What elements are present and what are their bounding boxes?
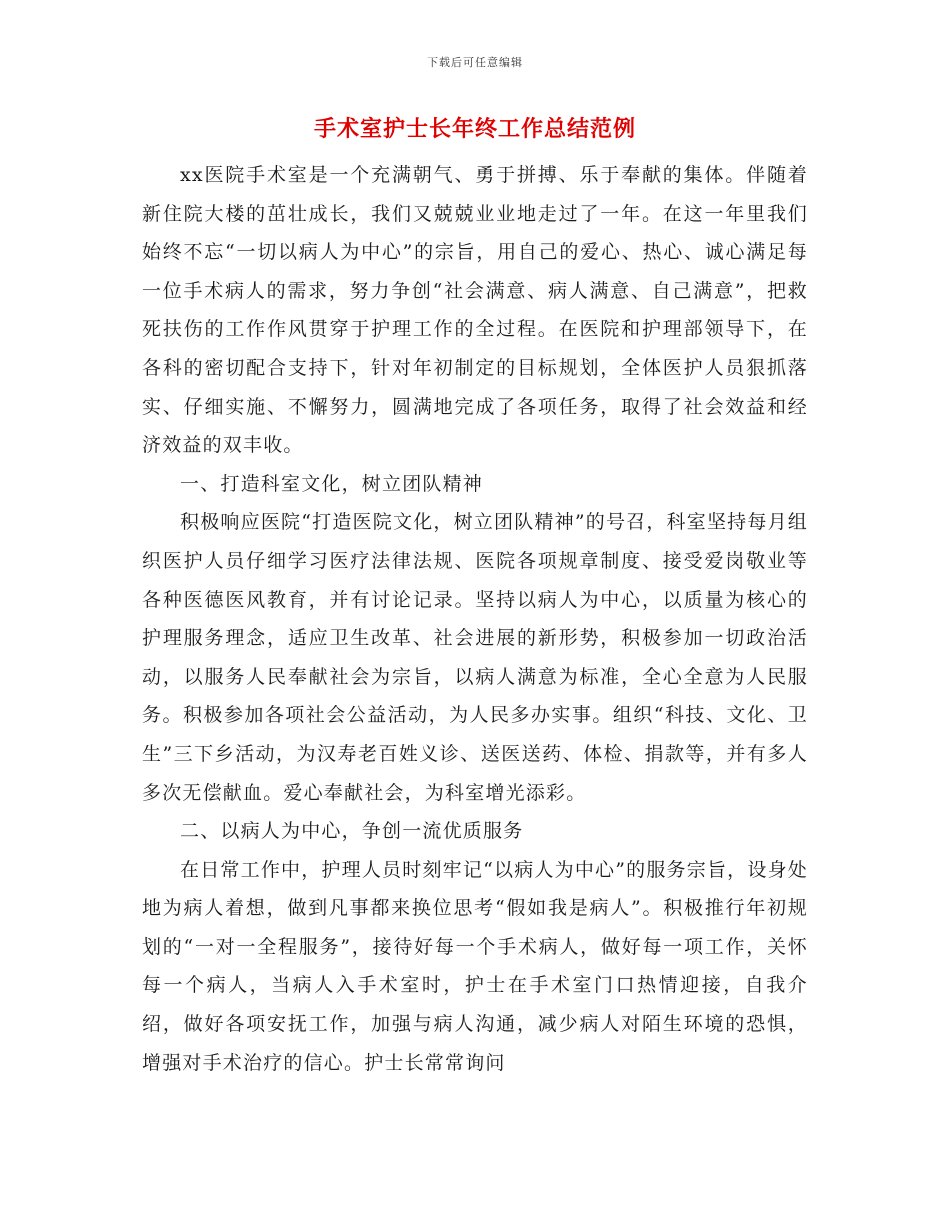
document-title: 手术室护士长年终工作总结范例 [313,117,636,142]
section-heading-1: 一、打造科室文化，树立团队精神 [180,472,484,495]
paragraph-intro: xx医院手术室是一个充满朝气、勇于拼搏、乐于奉献的集体。伴随着新住院大楼的茁壮成长，我们又兢兢业业地走过了一年。在这一年里我们始终不忘“一切以病人为中心”的宗旨，用自己的爱心、热心、诚心满足每一位手术病人的需求，努力争创“社会满意、病人满意、自己满意”，把救死扶伤的工作作风贯穿于护理工作的全过程。在医院和护理部领导下，在各科的密切配合支持下，针对年初制定的目标规划，全体医护人员狠抓落实、仔细实施、不懈努力，圆满地完成了各项任务，取得了社会效益和经济效益的双丰收。 [142,164,808,457]
document-body [142,156,808,1082]
page-header-note: 下载后可任意编辑 [427,56,523,69]
section-heading-2: 二、以病人为中心，争创一流优质服务 [180,820,524,843]
paragraph-section-2: 在日常工作中，护理人员时刻牢记“以病人为中心”的服务宗旨，设身处地为病人着想，做到凡事都来换位思考“假如我是病人”。积极推行年初规划的“一对一全程服务”，接待好每一个手术病人，做好每一项工作，关怀每一个病人，当病人入手术室时，护士在手术室门口热情迎接，自我介绍，做好各项安抚工作，加强与病人沟通，减少病人对陌生环境的恐惧，增强对手术治疗的信心。护士长常常询问 [142,858,808,1074]
paragraph-section-1: 积极响应医院“打造医院文化，树立团队精神”的号召，科室坚持每月组织医护人员仔细学习医疗法律法规、医院各项规章制度、接受爱岗敬业等各种医德医风教育，并有讨论记录。坚持以病人为中心，以质量为核心的护理服务理念，适应卫生改革、社会进展的新形势，积极参加一切政治活动，以服务人民奉献社会为宗旨，以病人满意为标准，全心全意为人民服务。积极参加各项社会公益活动，为人民多办实事。组织“科技、文化、卫生”三下乡活动，为汉寿老百姓义诊、送医送药、体检、捐款等，并有多人多次无偿献血。爱心奉献社会，为科室增光添彩。 [142,511,808,804]
